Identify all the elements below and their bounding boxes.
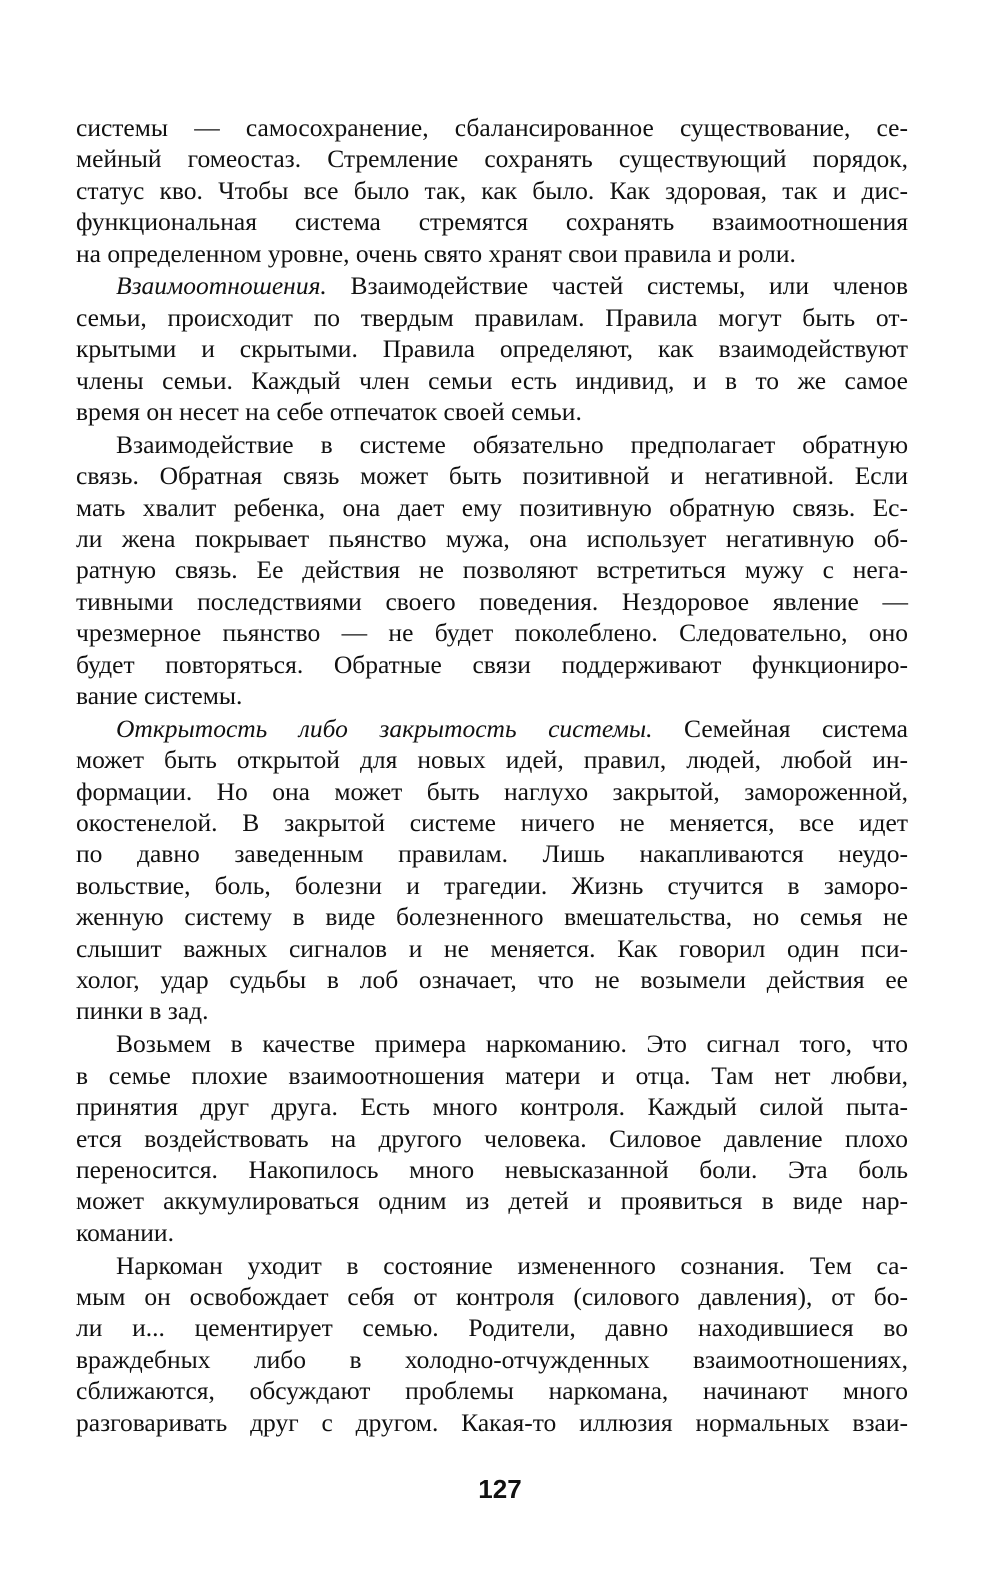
- text-line: Возьмем в качестве примера наркоманию. Это сигнал того, что: [116, 1029, 908, 1059]
- text-line: ется воздействовать на другого человека. Силовое давление плохо: [76, 1123, 908, 1153]
- text-line: функциональная система стремятся сохранять взаимоотношения: [76, 207, 908, 237]
- text-line-rest: Семейная система: [652, 713, 908, 743]
- text-line: в семье плохие взаимоотношения матери и отца. Там нет любви,: [76, 1060, 908, 1090]
- text-line: окостенелой. В закрытой системе ничего не меняется, все идет: [76, 808, 908, 838]
- text-line: враждебных либо в холодно-отчужденных взаимоотношениях,: [76, 1344, 908, 1374]
- text-line: тивными последствиями своего поведения. Нездоровое явление —: [76, 586, 908, 616]
- text-line: члены семьи. Каждый член семьи есть индивид, и в то же самое: [76, 365, 908, 395]
- text-line: может быть открытой для новых идей, правил, людей, любой ин-: [76, 745, 908, 775]
- paragraph: [76, 112, 908, 269]
- text-line: принятия друг друга. Есть много контроля. Каждый силой пыта-: [76, 1092, 908, 1122]
- text-line: женную систему в виде болезненного вмешательства, но семья не: [76, 902, 908, 932]
- paragraph: [76, 270, 908, 427]
- text-line: вание системы.: [76, 681, 243, 711]
- text-line: разговаривать друг с другом. Какая-то иллюзия нормальных взаи-: [76, 1407, 908, 1437]
- text-line: слышит важных сигналов и не меняется. Как говорил один пси-: [76, 933, 908, 963]
- text-line-rest: Взаимодействие частей системы, или членов: [326, 271, 908, 301]
- text-line: [76, 713, 908, 744]
- text-line: может аккумулироваться одним из детей и проявиться в виде нар-: [76, 1186, 908, 1216]
- text-line: мым он освобождает себя от контроля (силового давления), от бо-: [76, 1281, 908, 1311]
- text-line: Наркоман уходит в состояние измененного сознания. Тем са-: [116, 1250, 908, 1280]
- text-line: сближаются, обсуждают проблемы наркомана, начинают много: [76, 1376, 908, 1406]
- paragraph: [76, 1250, 908, 1438]
- text-line: время он несет на себе отпечаток своей семьи.: [76, 397, 582, 427]
- text-line: ратную связь. Ее действия не позволяют встретиться мужу с нега-: [76, 555, 908, 585]
- text-line: статус кво. Чтобы все было так, как было. Как здоровая, так и дис-: [76, 175, 908, 205]
- paragraph: [76, 713, 908, 1027]
- text-line: [76, 270, 908, 301]
- page-number: 127: [478, 1474, 522, 1504]
- text-line: формации. Но она может быть наглухо закрытой, замороженной,: [76, 776, 908, 806]
- text-line: системы — самосохранение, сбалансированное существование, се-: [76, 113, 908, 142]
- text-line: семьи, происходит по твердым правилам. Правила могут быть от-: [76, 302, 908, 332]
- paragraph-heading: Открытость либо закрытость системы.: [116, 713, 653, 743]
- text-line: по давно заведенным правилам. Лишь накапливаются неудо-: [76, 839, 908, 869]
- text-line: пинки в зад.: [76, 996, 209, 1026]
- body-text: [76, 112, 908, 1438]
- paragraph-heading: Взаимоотношения.: [116, 271, 327, 301]
- text-line: переносится. Накопилось много невысказанной боли. Эта боль: [76, 1154, 908, 1184]
- text-line: вольствие, боль, болезни и трагедии. Жизнь стучится в заморо-: [76, 870, 908, 900]
- text-line: Взаимодействие в системе обязательно предполагает обратную: [116, 429, 908, 459]
- text-line: будет повторяться. Обратные связи поддерживают функциониро-: [76, 649, 908, 679]
- text-line: ли и... цементирует семью. Родители, давно находившиеся во: [76, 1313, 908, 1343]
- text-line: мейный гомеостаз. Стремление сохранять существующий порядок,: [76, 144, 908, 174]
- paragraph: [76, 429, 908, 712]
- text-line: связь. Обратная связь может быть позитивной и негативной. Если: [76, 461, 908, 491]
- text-line: мать хвалит ребенка, она дает ему позитивную обратную связь. Ес-: [76, 492, 908, 522]
- text-line: чрезмерное пьянство — не будет поколеблено. Следовательно, оно: [76, 618, 908, 648]
- text-line: холог, удар судьбы в лоб означает, что не возымели действия ее: [76, 965, 908, 995]
- text-line: крытыми и скрытыми. Правила определяют, как взаимодействуют: [76, 334, 908, 364]
- text-line: комании.: [76, 1217, 174, 1247]
- text-line: на определенном уровне, очень свято хранят свои правила и роли.: [76, 238, 796, 268]
- text-line: ли жена покрывает пьянство мужа, она использует негативную об-: [76, 524, 908, 554]
- paragraph: [76, 1028, 908, 1248]
